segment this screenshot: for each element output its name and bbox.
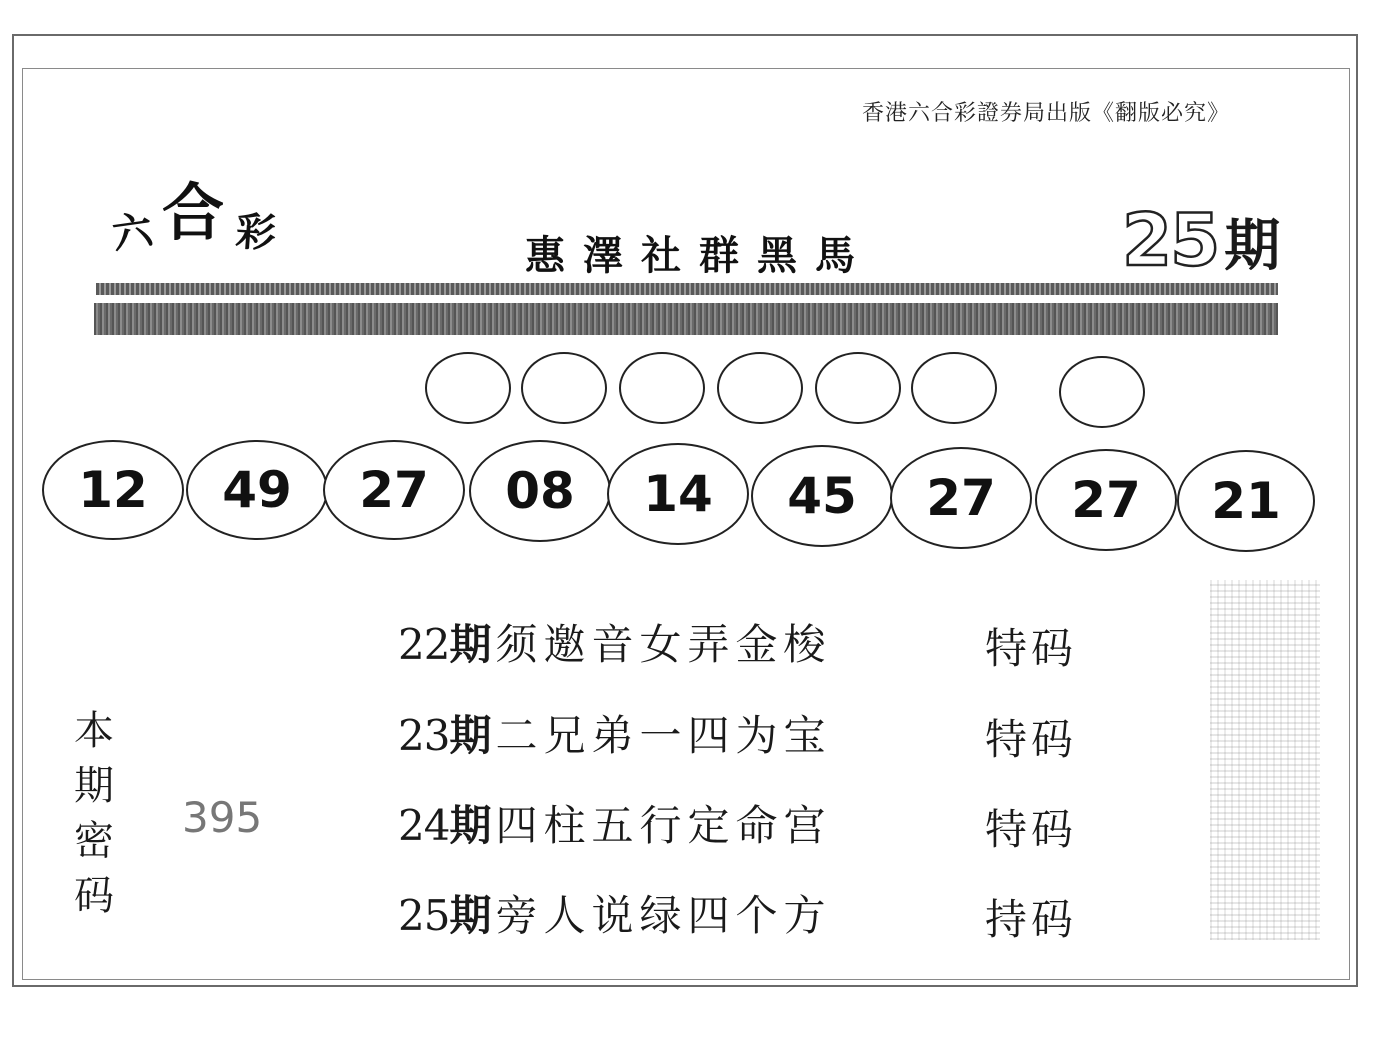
ball-number: 08 bbox=[505, 462, 575, 520]
history-riddle: 四柱五行定命宫 bbox=[495, 801, 832, 850]
empty-ring bbox=[619, 352, 705, 424]
history-period-suffix: 期 bbox=[449, 711, 492, 760]
history-period-suffix: 期 bbox=[449, 620, 492, 669]
history-period: 25 bbox=[398, 891, 450, 940]
history-period: 22 bbox=[398, 620, 450, 669]
brand-char-1: 六 bbox=[109, 206, 156, 259]
number-ball bbox=[1035, 449, 1177, 551]
secret-code-label bbox=[70, 704, 118, 924]
number-ball bbox=[1177, 450, 1315, 552]
ball-number: 14 bbox=[643, 465, 713, 523]
history-period: 24 bbox=[398, 801, 450, 850]
publisher-notice: 香港六合彩證券局出版《翻版必究》 bbox=[862, 101, 1231, 126]
empty-ring bbox=[717, 352, 803, 424]
history-line bbox=[398, 883, 831, 943]
issue-badge bbox=[1122, 198, 1280, 282]
empty-ring bbox=[815, 352, 901, 424]
history-riddle: 须邀音女弄金梭 bbox=[495, 620, 832, 669]
number-ball bbox=[42, 440, 184, 540]
history-line bbox=[398, 703, 831, 763]
history-line bbox=[398, 612, 831, 672]
label-char: 本 bbox=[74, 708, 114, 754]
label-char: 码 bbox=[74, 873, 114, 919]
number-ball bbox=[323, 440, 465, 540]
number-ball bbox=[469, 440, 611, 542]
history-line bbox=[398, 793, 831, 853]
history-riddle: 二兄弟一四为宝 bbox=[495, 711, 832, 760]
ball-number: 27 bbox=[1071, 471, 1141, 529]
history-tag: 特码 bbox=[985, 624, 1078, 673]
empty-ring bbox=[521, 352, 607, 424]
secret-code-value: 395 bbox=[182, 793, 263, 842]
history-period-suffix: 期 bbox=[449, 891, 492, 940]
issue-number: 25 bbox=[1122, 198, 1219, 282]
divider-bar-thin bbox=[96, 283, 1278, 295]
issue-suffix: 期 bbox=[1224, 213, 1281, 279]
ball-number: 49 bbox=[222, 461, 292, 519]
empty-ring bbox=[425, 352, 511, 424]
number-ball bbox=[607, 443, 749, 545]
empty-ring bbox=[911, 352, 997, 424]
scan-noise bbox=[1210, 580, 1320, 940]
history-period: 23 bbox=[398, 711, 450, 760]
divider-bar-thick bbox=[94, 303, 1278, 335]
history-period-suffix: 期 bbox=[449, 801, 492, 850]
brand-char-3: 彩 bbox=[234, 207, 278, 258]
empty-ring bbox=[1059, 356, 1145, 428]
history-tag: 特码 bbox=[985, 715, 1078, 764]
brand-logo bbox=[109, 168, 278, 259]
brand-char-2: 合 bbox=[162, 176, 225, 249]
label-char: 期 bbox=[74, 763, 114, 809]
number-ball bbox=[186, 440, 328, 540]
header-title: 惠澤社群黑馬 bbox=[525, 232, 873, 279]
history-tag: 特码 bbox=[985, 805, 1078, 854]
history-tag: 持码 bbox=[985, 895, 1078, 944]
number-ball bbox=[751, 445, 893, 547]
number-ball bbox=[890, 447, 1032, 549]
label-char: 密 bbox=[74, 818, 114, 864]
ball-number: 12 bbox=[78, 461, 148, 519]
ball-number: 27 bbox=[926, 469, 996, 527]
ball-number: 45 bbox=[787, 467, 857, 525]
ball-number: 21 bbox=[1211, 472, 1281, 530]
ball-number: 27 bbox=[359, 461, 429, 519]
history-riddle: 旁人说绿四个方 bbox=[495, 891, 832, 940]
